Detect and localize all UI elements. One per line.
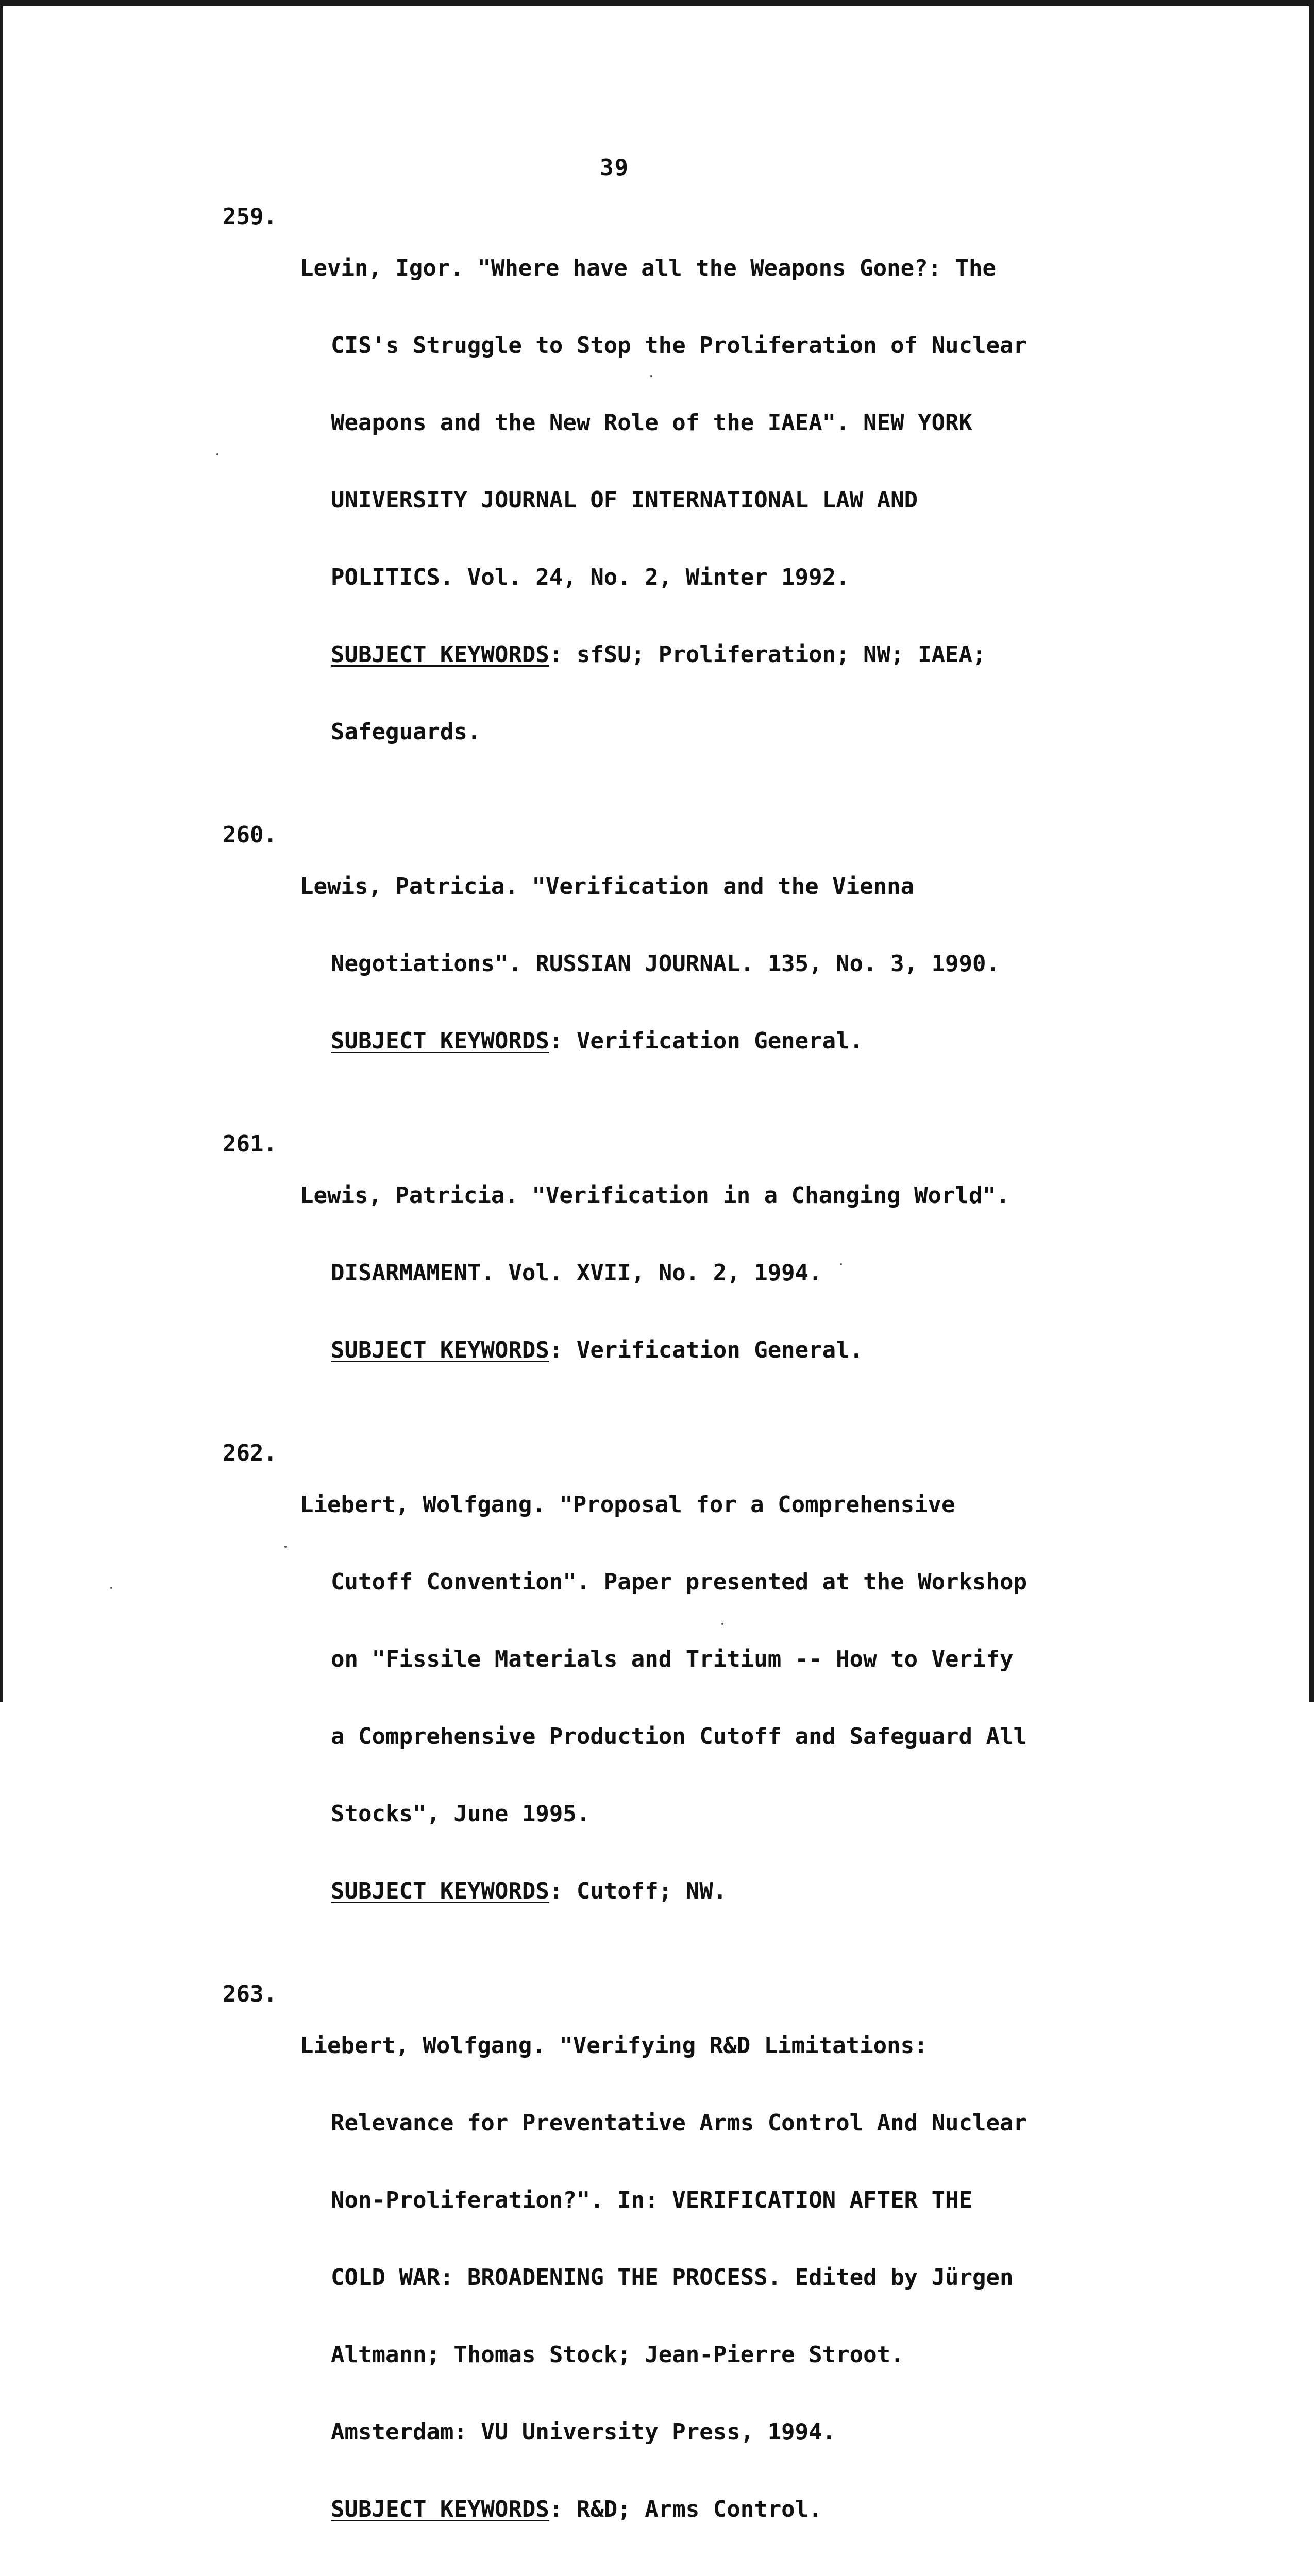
entry-line: Amsterdam: VU University Press, 1994. [331, 2419, 836, 2445]
bibliography-entry [223, 1440, 1140, 1956]
entry-first-line: Levin, Igor. "Where have all the Weapons Gone?: The [300, 255, 997, 281]
entry-first-line: Lewis, Patricia. "Verification and the Vienna [300, 873, 915, 900]
page-number: 39 [600, 155, 629, 181]
subject-keywords-label: SUBJECT KEYWORDS [331, 641, 549, 668]
entry-number: 259. [223, 204, 277, 230]
subject-keywords-line [300, 2497, 1140, 2522]
entry-number: 263. [223, 1981, 277, 2007]
subject-keywords-continuation: Safeguards. [331, 719, 481, 745]
entry-body [300, 1440, 1140, 1956]
entry-line: CIS's Struggle to Stop the Proliferation of Nuclear [331, 332, 1027, 359]
scan-top-edge [0, 0, 1314, 6]
bibliography-entry [223, 204, 1140, 796]
subject-keywords-line [300, 642, 1140, 668]
entry-number: 261. [223, 1131, 277, 1157]
subject-keywords-label: SUBJECT KEYWORDS [331, 1337, 549, 1363]
scan-speck [110, 1587, 112, 1589]
scan-left-edge [0, 0, 3, 1702]
subject-keywords-values: : Verification General. [549, 1028, 864, 1054]
entry-first-line: Liebert, Wolfgang. "Proposal for a Comprehensive [300, 1492, 955, 1518]
subject-keywords-line [300, 1028, 1140, 1054]
bibliography-list [223, 204, 1140, 2576]
subject-keywords-line [300, 1337, 1140, 1363]
subject-keywords-line [300, 1878, 1140, 1904]
entry-line: a Comprehensive Production Cutoff and Safeguard All [331, 1723, 1027, 1750]
subject-keywords-values: : Cutoff; NW. [549, 1878, 727, 1904]
entry-body [300, 822, 1140, 1106]
entry-first-line: Liebert, Wolfgang. "Verifying R&D Limitations: [300, 2032, 928, 2059]
subject-keywords-label: SUBJECT KEYWORDS [331, 1878, 549, 1904]
entry-line: UNIVERSITY JOURNAL OF INTERNATIONAL LAW AND [331, 487, 918, 513]
subject-keywords-values: : R&D; Arms Control. [549, 2496, 822, 2522]
subject-keywords-label: SUBJECT KEYWORDS [331, 1028, 549, 1054]
entry-body [300, 1131, 1140, 1415]
entry-line: Weapons and the New Role of the IAEA". NEW YORK [331, 410, 973, 436]
scan-right-edge [1309, 0, 1314, 1702]
entry-line: Relevance for Preventative Arms Control And Nuclear [331, 2110, 1027, 2136]
subject-keywords-values: : Verification General. [549, 1337, 864, 1363]
subject-keywords-values: : sfSU; Proliferation; NW; IAEA; [549, 641, 986, 668]
subject-keywords-label: SUBJECT KEYWORDS [331, 2496, 549, 2522]
entry-body [300, 204, 1140, 796]
bibliography-entry [223, 1981, 1140, 2574]
entry-line: Altmann; Thomas Stock; Jean-Pierre Stroot. [331, 2342, 904, 2368]
entry-line: DISARMAMENT. Vol. XVII, No. 2, 1994. [331, 1260, 822, 1286]
scan-speck [650, 375, 652, 377]
scan-speck [840, 1263, 842, 1265]
entry-line: Non-Proliferation?". In: VERIFICATION AFTER THE [331, 2187, 973, 2213]
entry-body [300, 1981, 1140, 2574]
scan-speck [721, 1623, 723, 1625]
scan-speck [284, 1546, 287, 1548]
scan-speck [216, 453, 218, 455]
entry-first-line: Lewis, Patricia. "Verification in a Changing World". [300, 1182, 1010, 1209]
entry-line: Stocks", June 1995. [331, 1801, 591, 1827]
entry-number: 260. [223, 822, 277, 848]
entry-line: Negotiations". RUSSIAN JOURNAL. 135, No. 3, 1990. [331, 951, 1000, 977]
entry-line: Cutoff Convention". Paper presented at the Workshop [331, 1569, 1027, 1595]
entry-line: POLITICS. Vol. 24, No. 2, Winter 1992. [331, 564, 850, 590]
bibliography-entry [223, 1131, 1140, 1415]
entry-line: COLD WAR: BROADENING THE PROCESS. Edited by Jürgen [331, 2264, 1014, 2291]
entry-line: on "Fissile Materials and Tritium -- How to Verify [331, 1646, 1014, 1672]
bibliography-entry [223, 822, 1140, 1106]
entry-number: 262. [223, 1440, 277, 1466]
